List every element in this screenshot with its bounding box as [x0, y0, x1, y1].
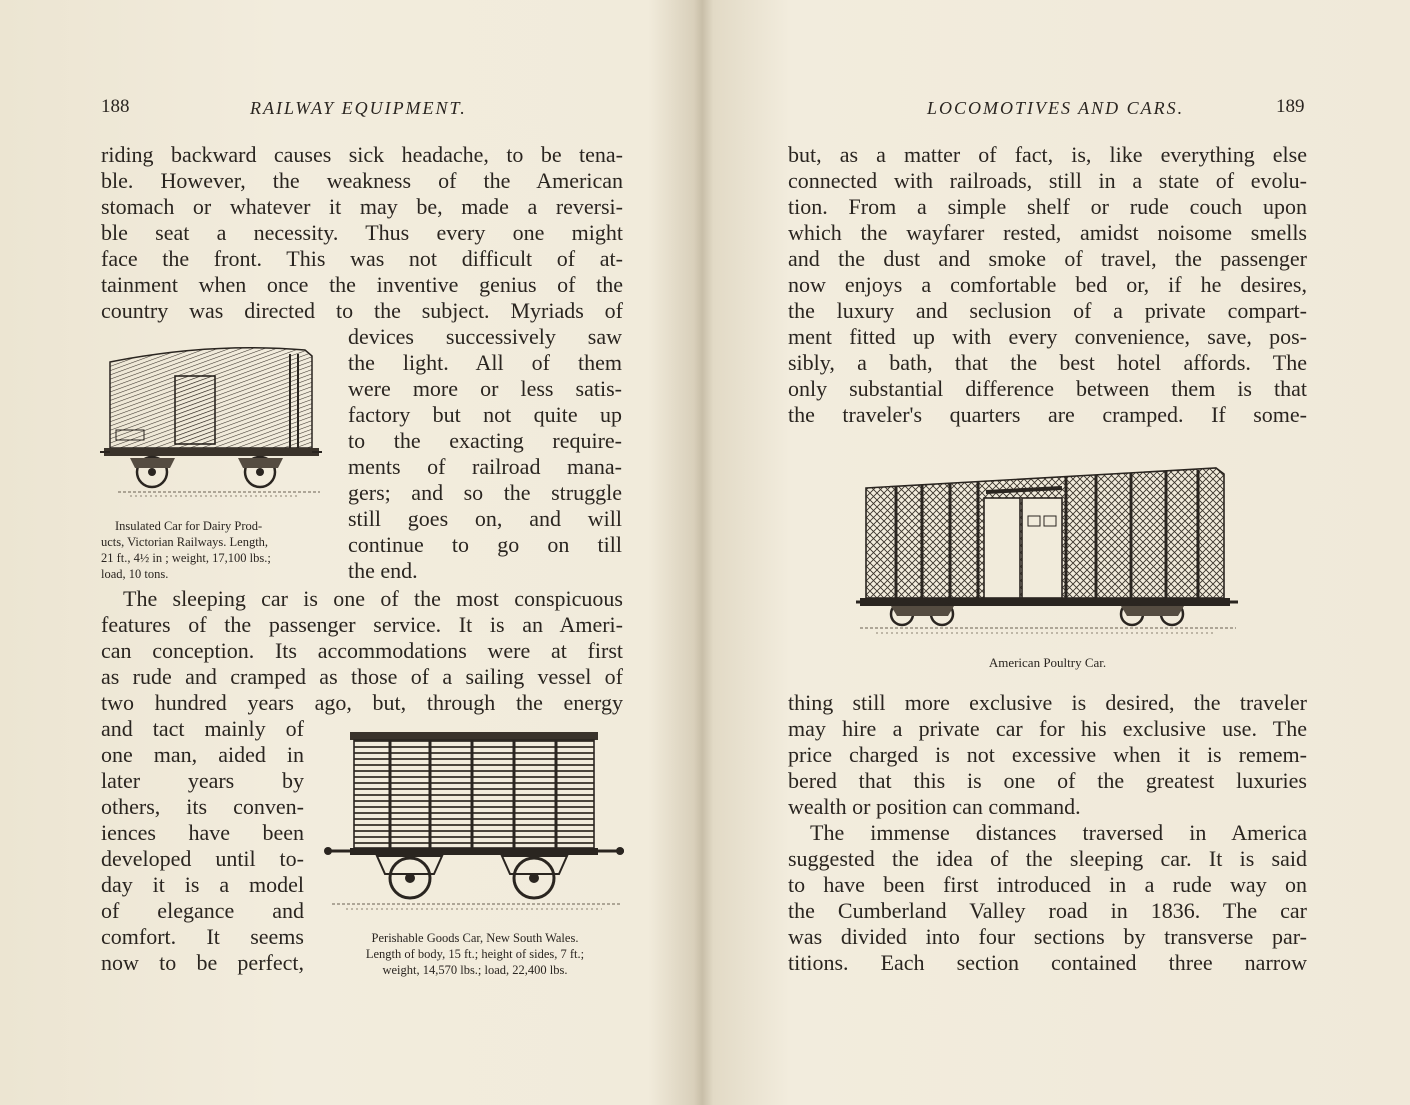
text-line: to the exacting require-	[348, 428, 622, 453]
text-line: two hundred years ago, but, through the energy	[101, 690, 623, 715]
text-line: of elegance and	[101, 898, 304, 923]
text-line: the traveler's quarters are cramped. If some-	[788, 402, 1307, 427]
text-line: ment fitted up with every convenience, save, pos-	[788, 324, 1307, 349]
text-line: the light. All of them	[348, 350, 622, 375]
text-line: wealth or position can command.	[788, 794, 1081, 819]
text-line: developed until to-	[101, 846, 304, 871]
running-head-left: RAILWAY EQUIPMENT.	[250, 98, 467, 118]
text-line: one man, aided in	[101, 742, 304, 767]
insulated-car-illustration	[100, 340, 325, 505]
text-line: to have been first introduced in a rude way on	[788, 872, 1307, 897]
left-page	[0, 0, 700, 1105]
text-line: face the front. This was not difficult of at-	[101, 246, 623, 271]
caption-line: weight, 14,570 lbs.; load, 22,400 lbs.	[382, 963, 568, 977]
text-line: thing still more exclusive is desired, the traveler	[788, 690, 1307, 715]
caption-line: 21 ft., 4½ in ; weight, 17,100 lbs.;	[101, 551, 271, 565]
text-line: ments of railroad mana-	[348, 454, 622, 479]
poultry-car-illustration	[856, 458, 1240, 638]
left-beside-figure2-text	[101, 716, 304, 976]
running-head-right: LOCOMOTIVES AND CARS.	[927, 98, 1185, 118]
text-line: but, as a matter of fact, is, like everything else	[788, 142, 1307, 167]
text-line: gers; and so the struggle	[348, 480, 622, 505]
text-line: titions. Each section contained three narrow	[788, 950, 1307, 975]
right-top-paragraph	[788, 142, 1307, 428]
text-line: riding backward causes sick headache, to be tena-	[101, 142, 623, 167]
text-line: connected with railroads, still in a state of evolu-	[788, 168, 1307, 193]
caption-line: Insulated Car for Dairy Prod-	[115, 519, 263, 533]
text-line: were more or less satis-	[348, 376, 622, 401]
text-line: continue to go on till	[348, 532, 622, 557]
left-top-paragraph	[101, 142, 623, 324]
left-beside-figure1-text	[348, 324, 622, 584]
text-line: comfort. It seems	[101, 924, 304, 949]
text-line: the end.	[348, 558, 418, 583]
text-line: tainment when once the inventive genius of the	[101, 272, 623, 297]
text-line: country was directed to the subject. Myriads of	[101, 298, 623, 323]
text-line: features of the passenger service. It is an Ameri-	[101, 612, 623, 637]
caption-line: ucts, Victorian Railways. Length,	[101, 535, 269, 549]
text-line: the Cumberland Valley road in 1836. The car	[788, 898, 1307, 923]
text-line: only substantial difference between them is that	[788, 376, 1307, 401]
text-line: still goes on, and will	[348, 506, 622, 531]
text-line: ble. However, the weakness of the American	[101, 168, 623, 193]
text-line: was divided into four sections by transverse par-	[788, 924, 1307, 949]
text-line: tion. From a simple shelf or rude couch upon	[788, 194, 1307, 219]
figure3-caption: American Poultry Car.	[988, 655, 1107, 670]
caption-line: Length of body, 15 ft.; height of sides, 7 ft.;	[365, 947, 585, 961]
text-line: and the dust and smoke of travel, the passenger	[788, 246, 1307, 271]
text-line: factory but not quite up	[348, 402, 622, 427]
page-number-left: 188	[101, 96, 130, 117]
page-number-right: 189	[1276, 96, 1305, 117]
right-bottom-paragraph	[788, 690, 1307, 976]
text-line: day it is a model	[101, 872, 304, 897]
text-line: The immense distances traversed in America	[810, 820, 1307, 845]
text-line: stomach or whatever it may be, made a reversi-	[101, 194, 623, 219]
text-line: now enjoys a comfortable bed or, if he desires,	[788, 272, 1307, 297]
figure1-caption	[101, 518, 271, 582]
text-line: others, its conven-	[101, 794, 304, 819]
text-line: may hire a private car for his exclusive use. The	[788, 716, 1307, 741]
perishable-goods-car-illustration	[322, 726, 626, 918]
caption-line: Perishable Goods Car, New South Wales.	[371, 931, 579, 945]
text-line: later years by	[101, 768, 304, 793]
text-line: as rude and cramped as those of a sailing vessel of	[101, 664, 623, 689]
text-line: bered that this is one of the greatest luxuries	[788, 768, 1307, 793]
text-line: ble seat a necessity. Thus every one might	[101, 220, 623, 245]
right-page	[706, 0, 1410, 1105]
text-line: now to be perfect,	[101, 950, 304, 975]
text-line: sibly, a bath, that the best hotel affords. The	[788, 350, 1307, 375]
text-line: devices successively saw	[348, 324, 622, 349]
text-line: The sleeping car is one of the most conspicuous	[123, 586, 623, 611]
text-line: can conception. Its accommodations were at first	[101, 638, 623, 663]
text-line: suggested the idea of the sleeping car. It is said	[788, 846, 1307, 871]
left-sleeping-car-paragraph	[101, 586, 623, 716]
text-line: iences have been	[101, 820, 304, 845]
text-line: and tact mainly of	[101, 716, 304, 741]
figure2-caption	[325, 930, 625, 978]
text-line: which the wayfarer rested, amidst noisome smells	[788, 220, 1307, 245]
text-line: the luxury and seclusion of a private compart-	[788, 298, 1307, 323]
text-line: price charged is not excessive when it is remem-	[788, 742, 1307, 767]
caption-line: load, 10 tons.	[101, 567, 169, 581]
